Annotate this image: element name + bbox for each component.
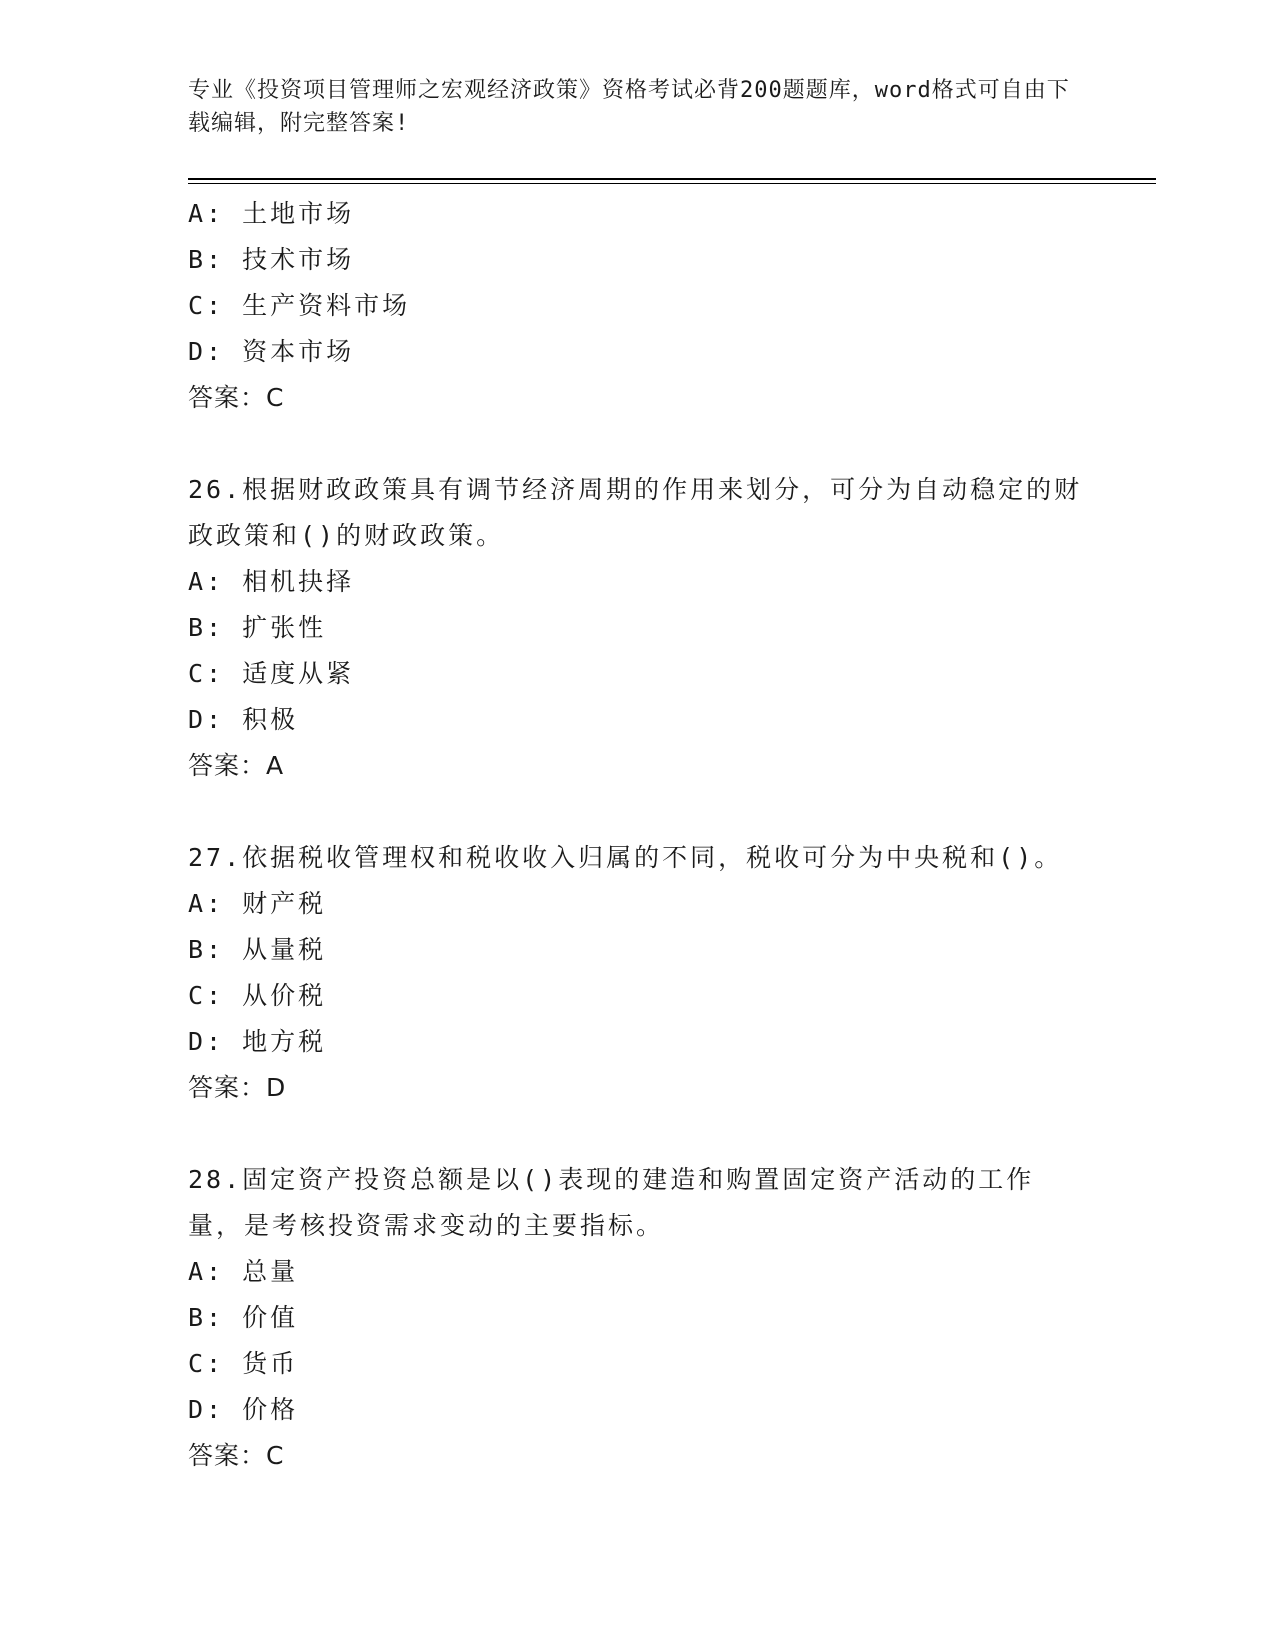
question-stem: 28.固定资产投资总额是以()表现的建造和购置固定资产活动的工作量，是考核投资需求变动的主要指标。: [188, 1165, 1035, 1240]
option-d: D: 地方税: [188, 1027, 327, 1056]
option-b: B: 价值: [188, 1303, 299, 1332]
question-spacer: [188, 789, 1088, 835]
question-stem: 26.根据财政政策具有调节经济周期的作用来划分，可分为自动稳定的财政政策和()的财政政策。: [188, 475, 1083, 550]
question-spacer: [188, 1111, 1088, 1157]
option-a: A: 财产税: [188, 889, 327, 918]
option-c: C: 从价税: [188, 981, 327, 1010]
question-item: [188, 467, 1088, 789]
option-a: A: 土地市场: [188, 199, 355, 228]
header-divider-thin: [188, 183, 1156, 184]
question-item: [188, 1157, 1088, 1479]
option-d: D: 价格: [188, 1395, 299, 1424]
option-d: D: 资本市场: [188, 337, 355, 366]
answer-line: 答案：C: [188, 383, 285, 412]
option-a: A: 总量: [188, 1257, 299, 1286]
question-list: [188, 191, 1088, 1479]
option-d: D: 积极: [188, 705, 299, 734]
option-b: B: 从量税: [188, 935, 327, 964]
option-c: C: 适度从紧: [188, 659, 355, 688]
answer-line: 答案：C: [188, 1441, 285, 1470]
answer-line: 答案：A: [188, 751, 285, 780]
option-b: B: 技术市场: [188, 245, 355, 274]
option-c: C: 生产资料市场: [188, 291, 411, 320]
question-item: [188, 191, 1088, 421]
option-b: B: 扩张性: [188, 613, 327, 642]
option-c: C: 货币: [188, 1349, 299, 1378]
question-stem: 27.依据税收管理权和税收收入归属的不同，税收可分为中央税和()。: [188, 843, 1063, 872]
question-item: [188, 835, 1088, 1111]
option-a: A: 相机抉择: [188, 567, 355, 596]
question-spacer: [188, 421, 1088, 467]
header-divider-thick: [188, 178, 1156, 180]
answer-line: 答案：D: [188, 1073, 287, 1102]
document-header: 专业《投资项目管理师之宏观经济政策》资格考试必背200题题库，word格式可自由下载编辑，附完整答案!: [188, 78, 1070, 136]
